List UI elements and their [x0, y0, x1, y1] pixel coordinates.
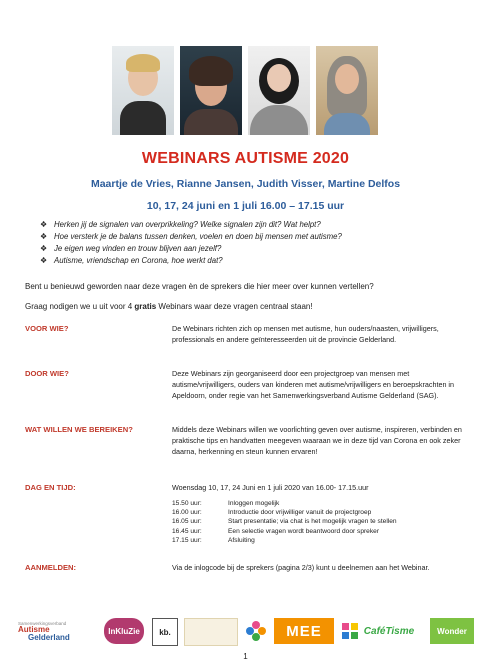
intro-paragraph-1: Bent u benieuwd geworden naar deze vragen èn de sprekers die hier meer over kunnen vertellen? [25, 282, 374, 291]
diamond-bullet-icon: ❖ [40, 232, 48, 241]
text-bereiken: Middels deze Webinars willen we voorlichting geven over autisme, inspireren, verbinden en praktische tips en handvatten meegeven waaraan we in deze tijd van Corona en ook zeker daarna, herkenning en steun kunnen ervaren! [172, 425, 462, 456]
speaker-photos [112, 46, 378, 135]
text-aanmelden: Via de inlogcode bij de sprekers (pagina 2/3) kunt u deelnemen aan het Webinar. [172, 563, 430, 572]
text-voor-wie: De Webinars richten zich op mensen met autisme, hun ouders/naasten, vrijwilligers, professionals en andere geïnteresseerden uit de provincie Gelderland. [172, 324, 439, 344]
speaker-photo-rianne [180, 46, 242, 135]
label-dag-en-tijd: DAG EN TIJD: [25, 483, 76, 492]
schedule-list [172, 499, 397, 545]
flower-logo-icon [244, 618, 268, 644]
label-voor-wie: VOOR WIE? [25, 324, 69, 333]
intro-paragraph-2: Graag nodigen we u uit voor 4 gratis Webinars waar deze vragen centraal staan! [25, 302, 313, 311]
schedule-row: 17.15 uur: Afsluiting [172, 536, 255, 544]
speaker-photo-judith [248, 46, 310, 135]
sag-logo: Samenwerkingsverband Autisme Gelderland [18, 620, 70, 642]
dates-line: 10, 17, 24 juni en 1 juli 16.00 – 17.15 uur [146, 200, 345, 212]
cafetisme-logo: CaféTisme [363, 625, 415, 637]
inkluzie-logo: InKluZie [104, 618, 144, 644]
schedule-row: 16.00 uur: Introductie door vrijwilliger vanuit de projectgroep [172, 509, 372, 517]
schedule-row: 15.50 uur: Inloggen mogelijk [172, 500, 280, 507]
page-title: WEBINARS AUTISME 2020 [141, 150, 350, 167]
question-item: ❖ Je eigen weg vinden en trouw blijven aan jezelf? [40, 244, 222, 253]
question-item: ❖ Herken jij de signalen van overprikkeling? Welke signalen zijn dit? Wat helpt? [40, 220, 321, 229]
label-bereiken: WAT WILLEN WE BEREIKEN? [25, 425, 133, 434]
mee-logo: MEE [274, 618, 334, 644]
schedule-row: 16.05 uur: Start presentatie; via chat is het mogelijk vragen te stellen [172, 518, 397, 526]
kb-logo: kb. [152, 618, 178, 646]
partner-logos [18, 618, 478, 646]
question-item: ❖ Autisme, vriendschap en Corona, hoe werkt dat? [40, 256, 223, 265]
diamond-bullet-icon: ❖ [40, 220, 48, 229]
diamond-bullet-icon: ❖ [40, 256, 48, 265]
wonder-logo: Wonder [430, 618, 474, 644]
text-door-wie: Deze Webinars zijn georganiseerd door een projectgroep van mensen met autisme/vrijwilligers, ouders van kinderen met autisme/vrijwilligers en beroepskrachten in Apeldoorn, onder regie van het Samenwerkingsverband Autisme Gelderland (SAG). [172, 369, 455, 400]
text-dag-en-tijd: Woensdag 10, 17, 24 Juni en 1 juli 2020 van 16.00- 17.15.uur [172, 483, 369, 492]
diamond-bullet-icon: ❖ [40, 244, 48, 253]
question-item: ❖ Hoe versterk je de balans tussen denken, voelen en doen bij mensen met autisme? [40, 232, 342, 241]
question-list [40, 219, 342, 267]
schedule-row: 16.45 uur: Een selectie vragen wordt beantwoord door spreker [172, 527, 380, 535]
yellow-partner-logo [184, 618, 238, 646]
speaker-photo-maartje [112, 46, 174, 135]
label-aanmelden: AANMELDEN: [25, 563, 77, 572]
puzzle-logo-icon [340, 618, 360, 644]
page-number: 1 [243, 652, 248, 661]
label-door-wie: DOOR WIE? [25, 369, 69, 378]
speakers-line: Maartje de Vries, Rianne Jansen, Judith Visser, Martine Delfos [90, 178, 401, 190]
speaker-photo-martine [316, 46, 378, 135]
